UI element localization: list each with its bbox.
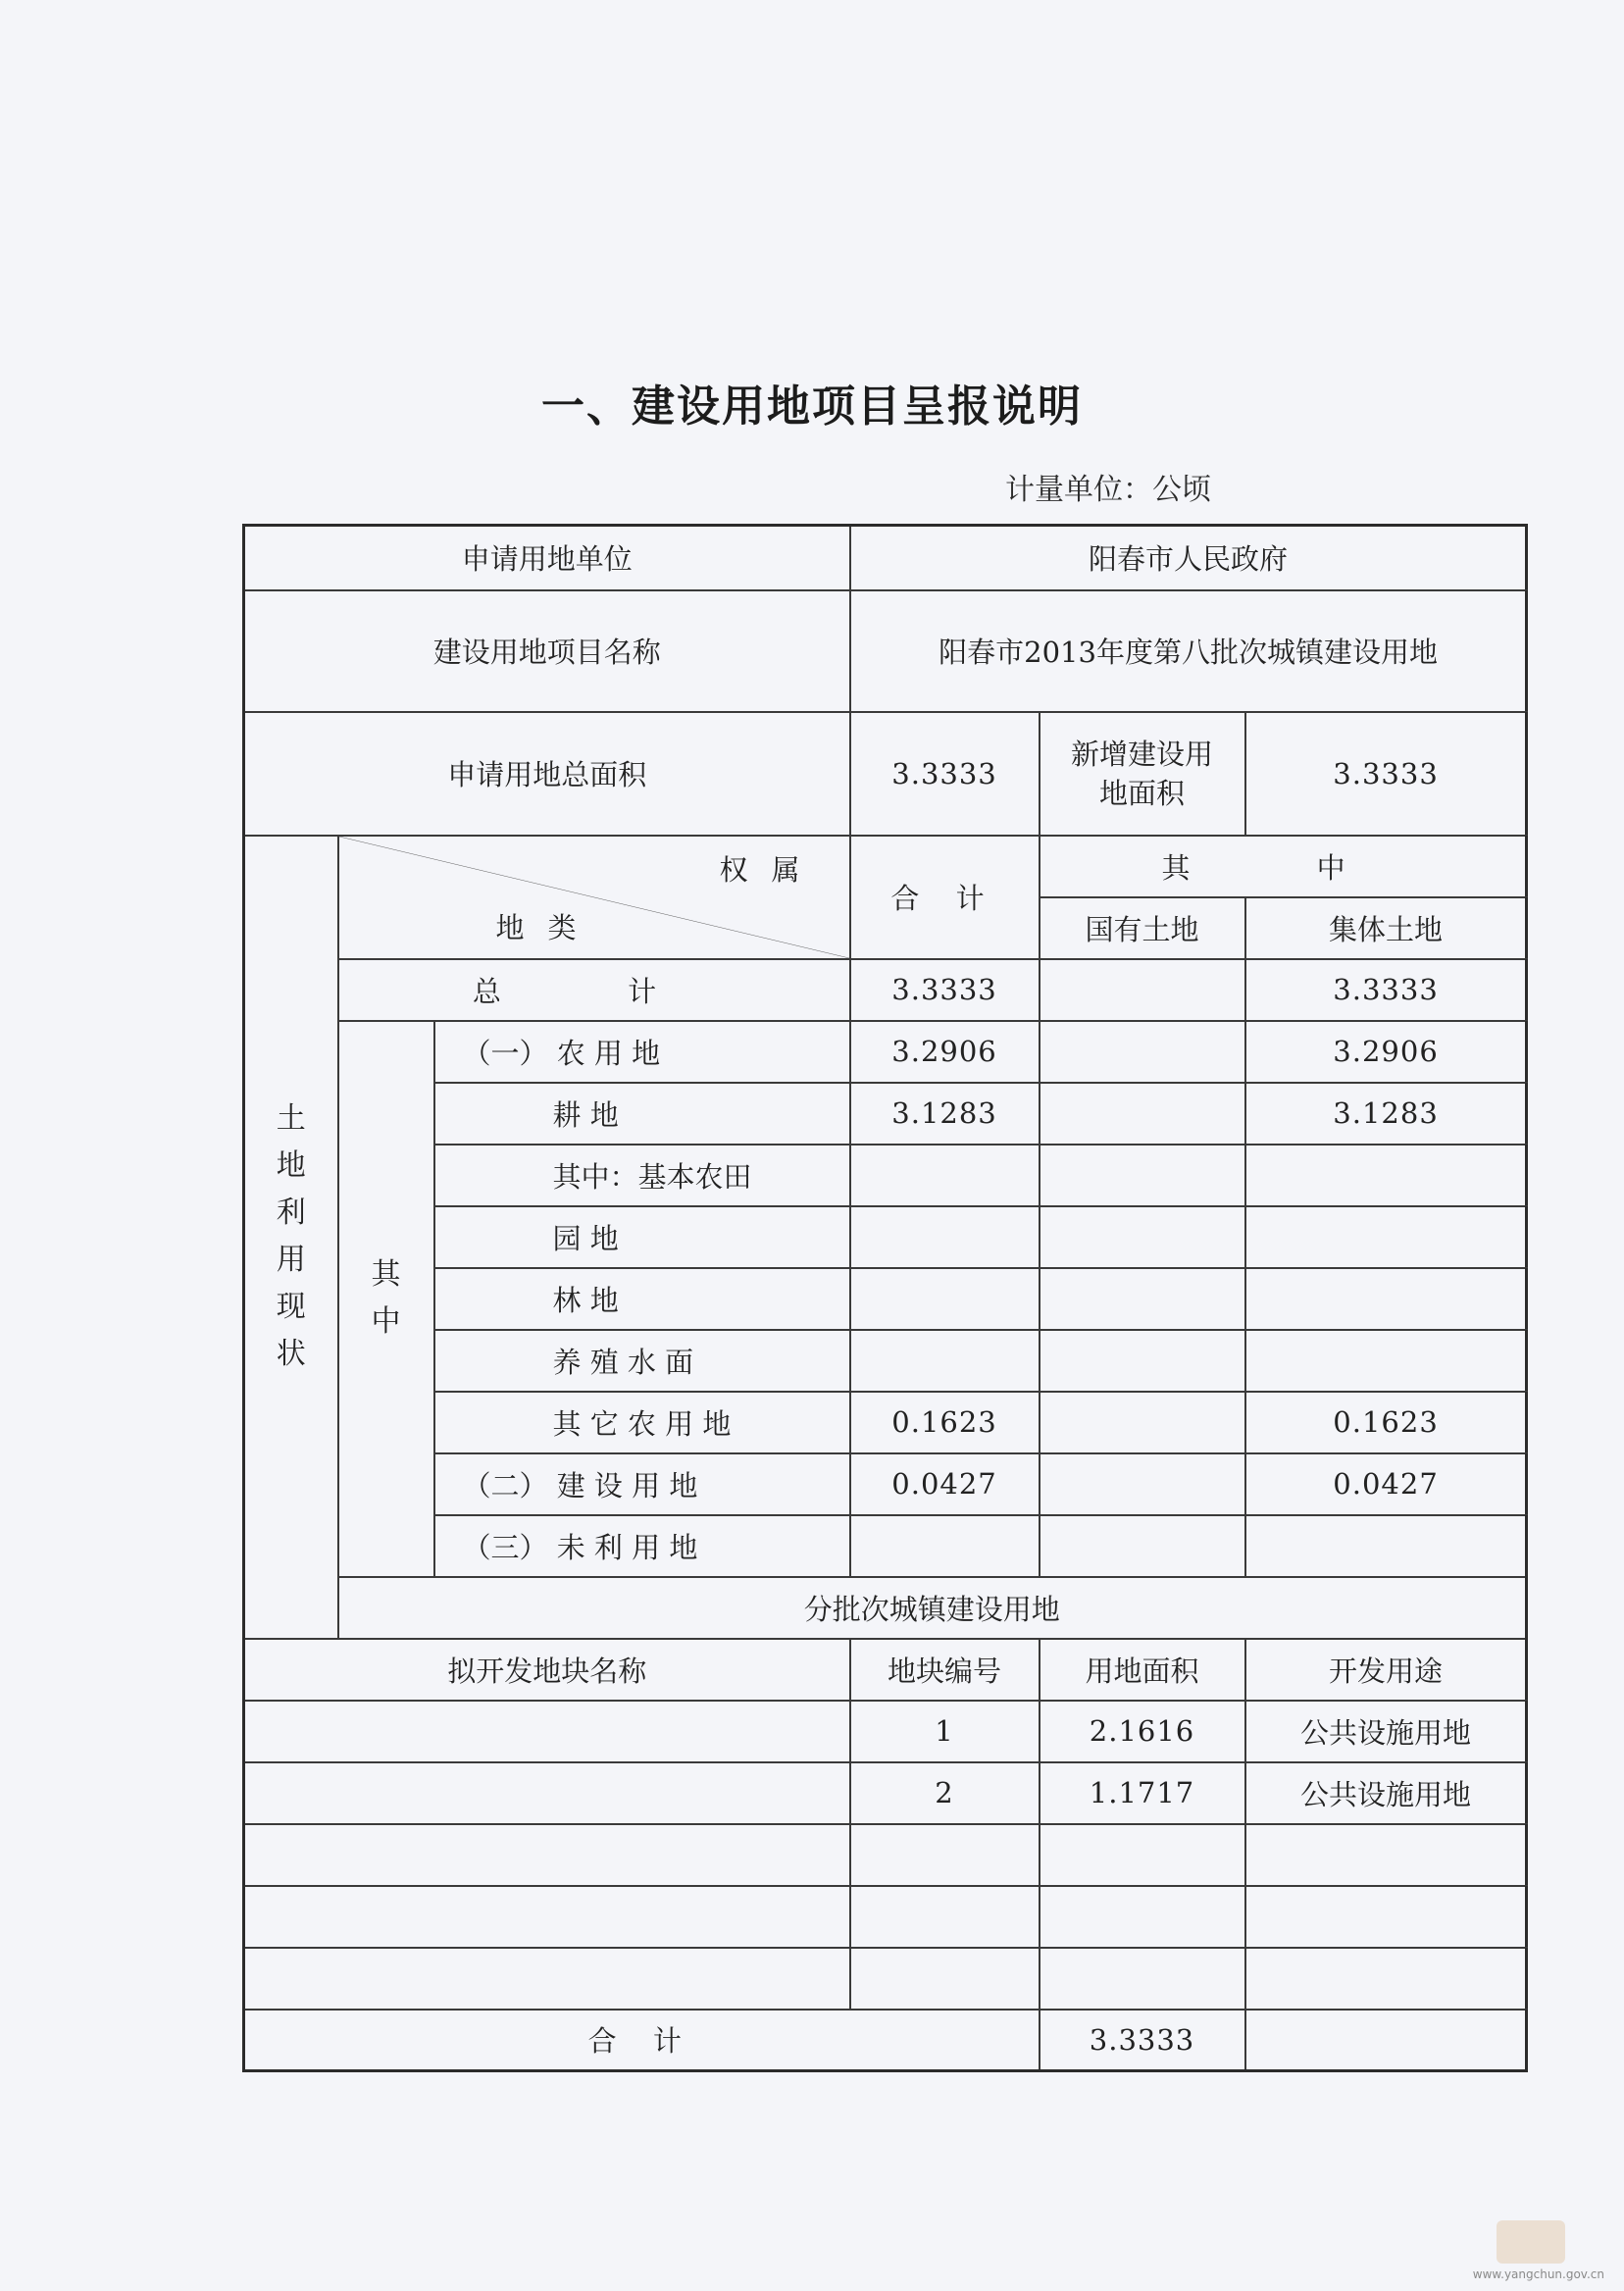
parcel-use xyxy=(1245,1824,1527,1886)
land-row-total: 0.0427 xyxy=(850,1453,1040,1515)
land-row-state xyxy=(1040,1206,1245,1268)
parcel-area: 2.1616 xyxy=(1040,1701,1245,1762)
land-row xyxy=(244,1145,1527,1206)
land-row-collective xyxy=(1245,1206,1527,1268)
land-row-total xyxy=(850,1145,1040,1206)
land-row-state xyxy=(1040,1083,1245,1145)
land-total-label: 总 计 xyxy=(338,959,850,1021)
new-area-value: 3.3333 xyxy=(1245,712,1527,836)
land-row-total xyxy=(850,1515,1040,1577)
parcel-number: 2 xyxy=(850,1762,1040,1824)
col-state-header: 国有土地 xyxy=(1040,897,1245,959)
parcel-row xyxy=(244,1762,1527,1824)
land-row-collective: 0.0427 xyxy=(1245,1453,1527,1515)
land-row-label: 园 地 xyxy=(434,1206,850,1268)
land-row-state xyxy=(1040,1268,1245,1330)
total-area-label: 申请用地总面积 xyxy=(244,712,850,836)
parcels-section-title: 分批次城镇建设用地 xyxy=(338,1577,1527,1639)
parcels-sum-label: 合 计 xyxy=(244,2010,1040,2071)
land-row-total xyxy=(850,1268,1040,1330)
site-logo xyxy=(1497,2220,1565,2264)
land-row-collective xyxy=(1245,1330,1527,1392)
col-parcel-name: 拟开发地块名称 xyxy=(244,1639,850,1701)
new-area-label: 新增建设用地面积 xyxy=(1040,712,1245,836)
land-row xyxy=(244,1392,1527,1453)
parcel-name xyxy=(244,1886,850,1948)
of-which-label: 其中 xyxy=(338,1021,434,1577)
parcels-section-row xyxy=(244,1577,1527,1639)
diag-ownership-label: 权属 xyxy=(719,852,824,887)
parcel-use: 公共设施用地 xyxy=(1245,1762,1527,1824)
land-row xyxy=(244,1453,1527,1515)
land-row-state xyxy=(1040,1330,1245,1392)
col-of-which-header: 其 中 xyxy=(1040,836,1527,897)
col-parcel-use: 开发用途 xyxy=(1245,1639,1527,1701)
parcel-use xyxy=(1245,1886,1527,1948)
parcel-number xyxy=(850,1948,1040,2010)
applicant-label: 申请用地单位 xyxy=(244,526,850,590)
unit-note: 计量单位：公顷 xyxy=(1005,473,1211,507)
parcels-sum-empty xyxy=(1245,2010,1527,2071)
col-parcel-area: 用地面积 xyxy=(1040,1639,1245,1701)
land-row-label: （一） 农 用 地 xyxy=(434,1021,850,1083)
parcel-row xyxy=(244,1948,1527,2010)
land-row-state xyxy=(1040,1515,1245,1577)
land-row-label: 其 它 农 用 地 xyxy=(434,1392,850,1453)
parcel-area xyxy=(1040,1824,1245,1886)
site-watermark: www.yangchun.gov.cn xyxy=(1472,2267,1604,2281)
parcel-area xyxy=(1040,1886,1245,1948)
col-total-header: 合 计 xyxy=(850,836,1040,959)
land-row-label: （二） 建 设 用 地 xyxy=(434,1453,850,1515)
project-name-label: 建设用地项目名称 xyxy=(244,590,850,712)
total-area-row xyxy=(244,712,1527,836)
land-row-collective xyxy=(1245,1268,1527,1330)
parcel-row xyxy=(244,1824,1527,1886)
parcel-name xyxy=(244,1762,850,1824)
parcels-sum-row xyxy=(244,2010,1527,2071)
land-total-state xyxy=(1040,959,1245,1021)
land-row-state xyxy=(1040,1021,1245,1083)
parcel-name xyxy=(244,1948,850,2010)
land-row xyxy=(244,1083,1527,1145)
land-row xyxy=(244,1515,1527,1577)
parcel-name xyxy=(244,1701,850,1762)
diag-landtype-label: 地类 xyxy=(495,910,600,944)
land-row-total: 0.1623 xyxy=(850,1392,1040,1453)
land-row-state xyxy=(1040,1453,1245,1515)
parcel-use xyxy=(1245,1948,1527,2010)
land-use-section-label: 土地利用现状 xyxy=(244,836,338,1639)
parcel-number xyxy=(850,1824,1040,1886)
parcel-use: 公共设施用地 xyxy=(1245,1701,1527,1762)
land-row xyxy=(244,1268,1527,1330)
land-row-state xyxy=(1040,1145,1245,1206)
land-row-label: 林 地 xyxy=(434,1268,850,1330)
parcel-area: 1.1717 xyxy=(1040,1762,1245,1824)
land-total-row xyxy=(244,959,1527,1021)
land-row-total xyxy=(850,1206,1040,1268)
land-row-label: 养 殖 水 面 xyxy=(434,1330,850,1392)
parcel-area xyxy=(1040,1948,1245,2010)
land-row-collective: 3.2906 xyxy=(1245,1021,1527,1083)
land-row-total: 3.2906 xyxy=(850,1021,1040,1083)
col-parcel-number: 地块编号 xyxy=(850,1639,1040,1701)
land-total-total: 3.3333 xyxy=(850,959,1040,1021)
applicant-value: 阳春市人民政府 xyxy=(850,526,1527,590)
parcel-number xyxy=(850,1886,1040,1948)
page-title: 一、建设用地项目呈报说明 xyxy=(541,382,1083,432)
land-row xyxy=(244,1330,1527,1392)
project-name-value: 阳春市2013年度第八批次城镇建设用地 xyxy=(850,590,1527,712)
parcel-name xyxy=(244,1824,850,1886)
land-use-header-row-1 xyxy=(244,836,1527,897)
land-row-collective: 3.1283 xyxy=(1245,1083,1527,1145)
land-total-collective: 3.3333 xyxy=(1245,959,1527,1021)
total-area-value: 3.3333 xyxy=(850,712,1040,836)
parcel-number: 1 xyxy=(850,1701,1040,1762)
land-row-state xyxy=(1040,1392,1245,1453)
parcels-sum-area: 3.3333 xyxy=(1040,2010,1245,2071)
land-row-label: 耕 地 xyxy=(434,1083,850,1145)
project-report-table xyxy=(242,524,1528,2072)
project-name-row xyxy=(244,590,1527,712)
land-row-collective: 0.1623 xyxy=(1245,1392,1527,1453)
applicant-row xyxy=(244,526,1527,590)
parcels-header-row xyxy=(244,1639,1527,1701)
land-row xyxy=(244,1206,1527,1268)
diagonal-header-cell xyxy=(338,836,850,959)
parcel-row xyxy=(244,1701,1527,1762)
land-row xyxy=(244,1021,1527,1083)
land-row-collective xyxy=(1245,1515,1527,1577)
col-collective-header: 集体土地 xyxy=(1245,897,1527,959)
land-row-label: 其中：基本农田 xyxy=(434,1145,850,1206)
land-row-collective xyxy=(1245,1145,1527,1206)
parcel-row xyxy=(244,1886,1527,1948)
land-row-total xyxy=(850,1330,1040,1392)
land-row-total: 3.1283 xyxy=(850,1083,1040,1145)
land-row-label: （三） 未 利 用 地 xyxy=(434,1515,850,1577)
